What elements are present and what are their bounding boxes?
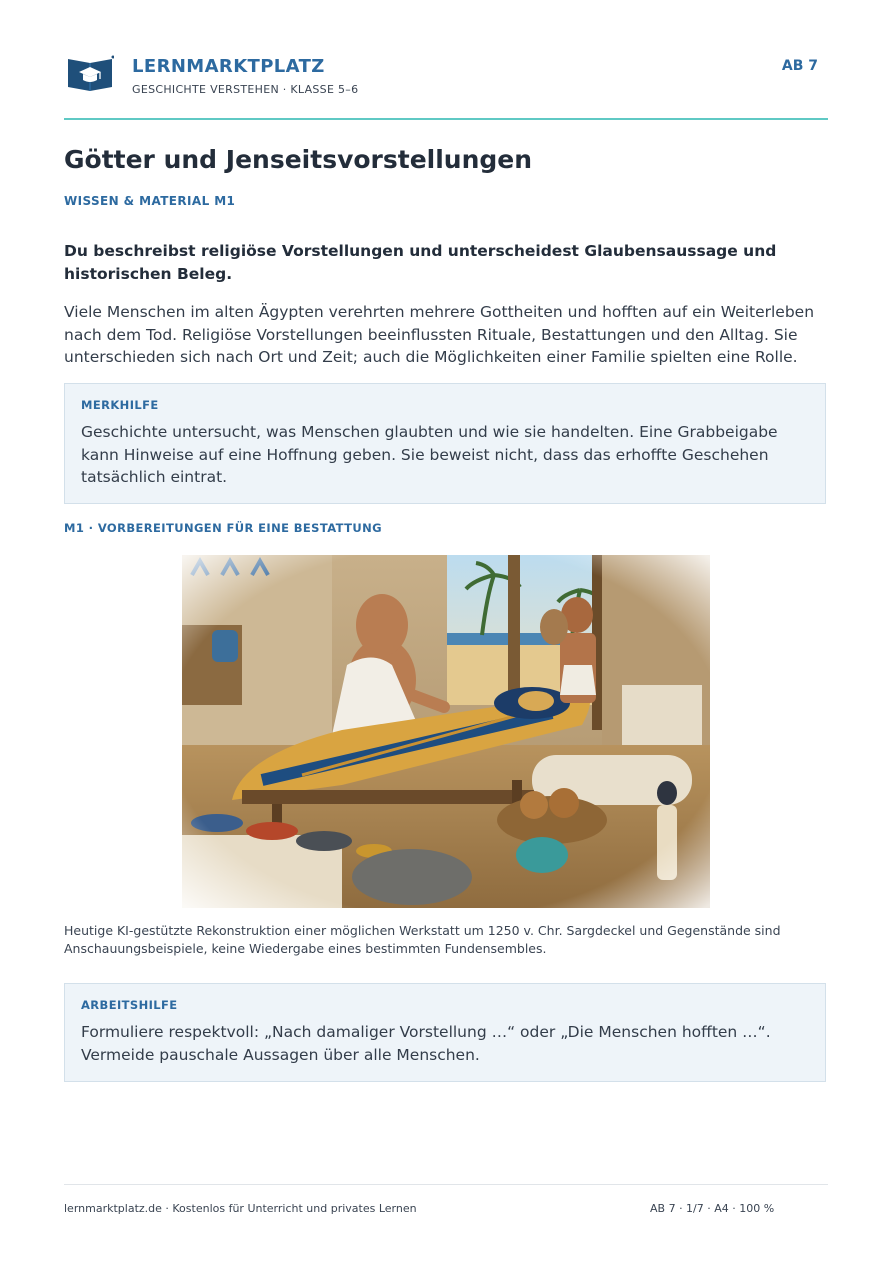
footer-page-info: AB 7 · 1/7 · A4 · 100 % bbox=[650, 1202, 775, 1215]
series-subtitle: GESCHICHTE VERSTEHEN · KLASSE 5–6 bbox=[132, 83, 359, 96]
material-label: M1 · VORBEREITUNGEN FÜR EINE BESTATTUNG bbox=[64, 521, 382, 535]
learning-goal: Du beschreibst religiöse Vorstellungen und unterscheidest Glaubensaussage und historischen Beleg. bbox=[64, 242, 777, 283]
merkhilfe-box bbox=[64, 383, 826, 504]
workshop-illustration bbox=[182, 555, 710, 908]
footer-divider bbox=[64, 1184, 828, 1185]
footer-source: lernmarktplatz.de · Kostenlos für Unterricht und privates Lernen bbox=[64, 1202, 417, 1215]
page-header bbox=[64, 50, 828, 100]
arbeitshilfe-box bbox=[64, 983, 826, 1082]
merkhilfe-label: MERKHILFE bbox=[81, 398, 159, 412]
sheet-id: AB 7 bbox=[781, 58, 818, 74]
merkhilfe-text: Geschichte untersucht, was Menschen glaubten und wie sie handelten. Eine Grabbeigabe kann Hinweise auf eine Hoffnung geben. Sie beweist nicht, dass das erhoffte Geschehen tatsächlich eintrat. bbox=[81, 423, 778, 486]
page-title: Götter und Jenseitsvorstellungen bbox=[64, 145, 533, 174]
arbeitshilfe-label: ARBEITSHILFE bbox=[81, 998, 178, 1012]
arbeitshilfe-text: Formuliere respektvoll: „Nach damaliger Vorstellung …“ oder „Die Menschen hofften …“. Vermeide pauschale Aussagen über alle Menschen. bbox=[81, 1023, 771, 1064]
section-kicker: WISSEN & MATERIAL M1 bbox=[64, 194, 236, 208]
brand-name: LERNMARKTPLATZ bbox=[132, 56, 325, 77]
image-caption: Heutige KI-gestützte Rekonstruktion einer möglichen Werkstatt um 1250 v. Chr. Sargdeckel und Gegenstände sind Anschauungsbeispiele, keine Wiedergabe eines bestimmten Fundensembles. bbox=[64, 923, 781, 956]
book-graduation-cap-icon bbox=[66, 53, 114, 93]
intro-paragraph: Viele Menschen im alten Ägypten verehrten mehrere Gottheiten und hofften auf ein Weiterleben nach dem Tod. Religiöse Vorstellungen beeinflussten Rituale, Bestattungen und den Alltag. Sie unterschieden sich nach Ort und Zeit; auch die Möglichkeiten einer Familie spielten eine Rolle. bbox=[64, 303, 815, 366]
header-divider bbox=[64, 118, 828, 120]
